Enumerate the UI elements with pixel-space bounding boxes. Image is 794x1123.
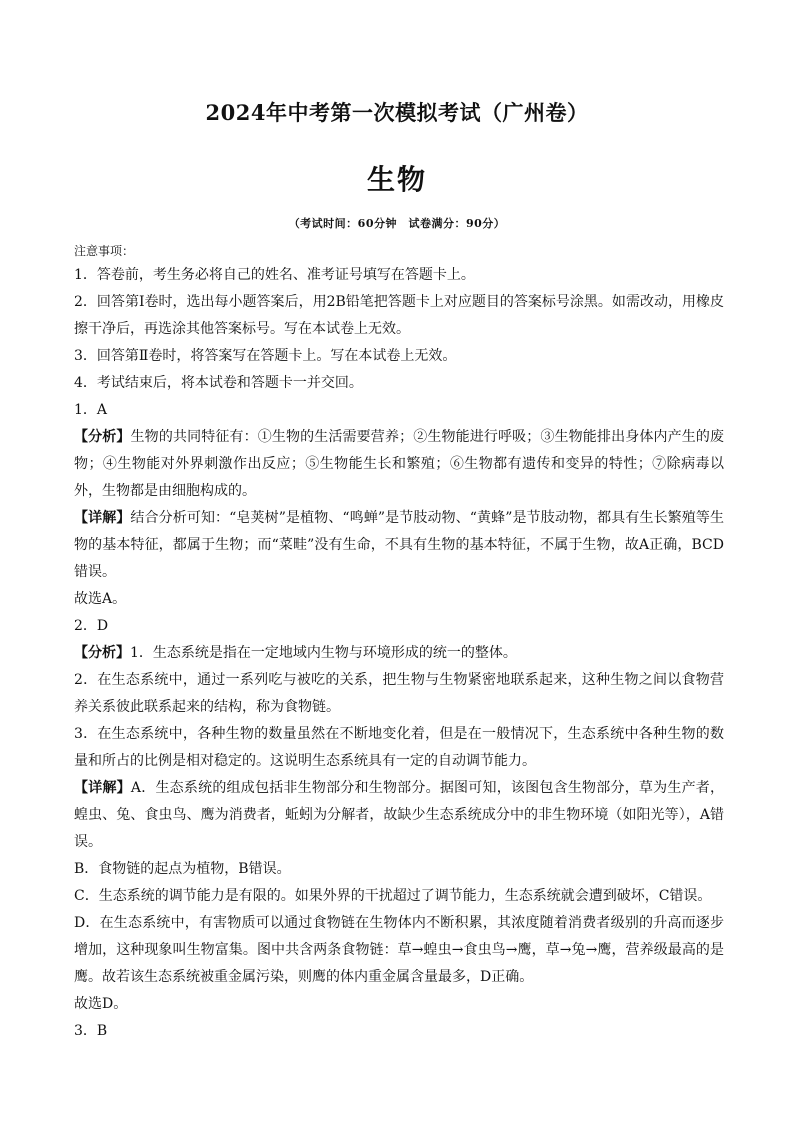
document-body: [74, 240, 724, 1045]
q1-conclusion: 故选A。: [74, 591, 127, 607]
q2-analysis: [74, 640, 724, 667]
q1-analysis: [74, 424, 724, 505]
notice-item: 4．考试结束后，将本试卷和答题卡一并交回。: [74, 375, 363, 391]
q3-answer: 3．B: [74, 1023, 108, 1039]
exam-title: 2024年中考第一次模拟考试（广州卷）: [205, 100, 589, 125]
q2-detail: [74, 775, 724, 856]
subject-title: 生物: [366, 163, 427, 196]
q2-analysis-item: 2．在生态系统中，通过一系列吃与被吃的关系，把生物与生物紧密地联系起来，这种生物之间以食物营养关系彼此联系起来的结构，称为食物链。: [74, 672, 724, 715]
notice-item: 2．回答第Ⅰ卷时，选出每小题答案后，用2B铅笔把答题卡上对应题目的答案标号涂黑。如需改动，用橡皮擦干净后，再选涂其他答案标号。写在本试卷上无效。: [74, 294, 724, 337]
notice-heading: 注意事项：: [74, 244, 135, 258]
detail-text: A．生态系统的组成包括非生物部分和生物部分。据图可知，该图包含生物部分，草为生产者，蝗虫、兔、食虫鸟、鹰为消费者，蚯蚓为分解者，故缺少生态系统成分中的非生物环境（如阳光等），A错误。: [74, 780, 725, 850]
analysis-text: 生物的共同特征有：①生物的生活需要营养；②生物能进行呼吸；③生物能排出身体内产生的废物；④生物能对外界刺激作出反应；⑤生物能生长和繁殖；⑥生物都有遗传和变异的特性；⑦除病毒以外，生物都是由细胞构成的。: [74, 429, 725, 499]
q2-detail-item: D．在生态系统中，有害物质可以通过食物链在生物体内不断积累，其浓度随着消费者级别的升高而逐步增加，这种现象叫生物富集。图中共含两条食物链：草→蝗虫→食虫鸟→鹰，草→兔→鹰，营养级最高的是鹰。故若该生态系统被重金属污染，则鹰的体内重金属含量最多，D正确。: [74, 915, 724, 985]
analysis-text: 1．生态系统是指在一定地域内生物与环境形成的统一的整体。: [130, 645, 517, 661]
analysis-tag: 【分析】: [74, 645, 130, 661]
q2-analysis-item: 3．在生态系统中，各种生物的数量虽然在不断地变化着，但是在一般情况下，生态系统中各种生物的数量和所占的比例是相对稳定的。这说明生态系统具有一定的自动调节能力。: [74, 726, 724, 769]
notice-item: 3．回答第Ⅱ卷时，将答案写在答题卡上。写在本试卷上无效。: [74, 348, 457, 364]
q2-detail-item: C．生态系统的调节能力是有限的。如果外界的干扰超过了调节能力，生态系统就会遭到破坏，C错误。: [74, 888, 712, 904]
notice-item: 1．答卷前，考生务必将自己的姓名、准考证号填写在答题卡上。: [74, 267, 475, 283]
detail-tag: 【详解】: [74, 780, 131, 796]
q2-conclusion: 故选D。: [74, 996, 128, 1012]
exam-info: （考试时间：60分钟 试卷满分：90分）: [288, 217, 506, 230]
q2-detail-item: B．食物链的起点为植物，B错误。: [74, 861, 291, 877]
analysis-tag: 【分析】: [74, 429, 131, 445]
detail-tag: 【详解】: [74, 510, 131, 526]
q1-detail: [74, 505, 724, 586]
detail-text: 结合分析可知：“皂荚树”是植物、“鸣蝉”是节肢动物、“黄蜂”是节肢动物，都具有生长繁殖等生物的基本特征，都属于生物；而“菜畦”没有生命，不具有生物的基本特征，不属于生物，故A正确，BCD错误。: [74, 510, 724, 580]
q2-answer: 2．D: [74, 618, 109, 634]
q1-answer: 1．A: [74, 402, 108, 418]
